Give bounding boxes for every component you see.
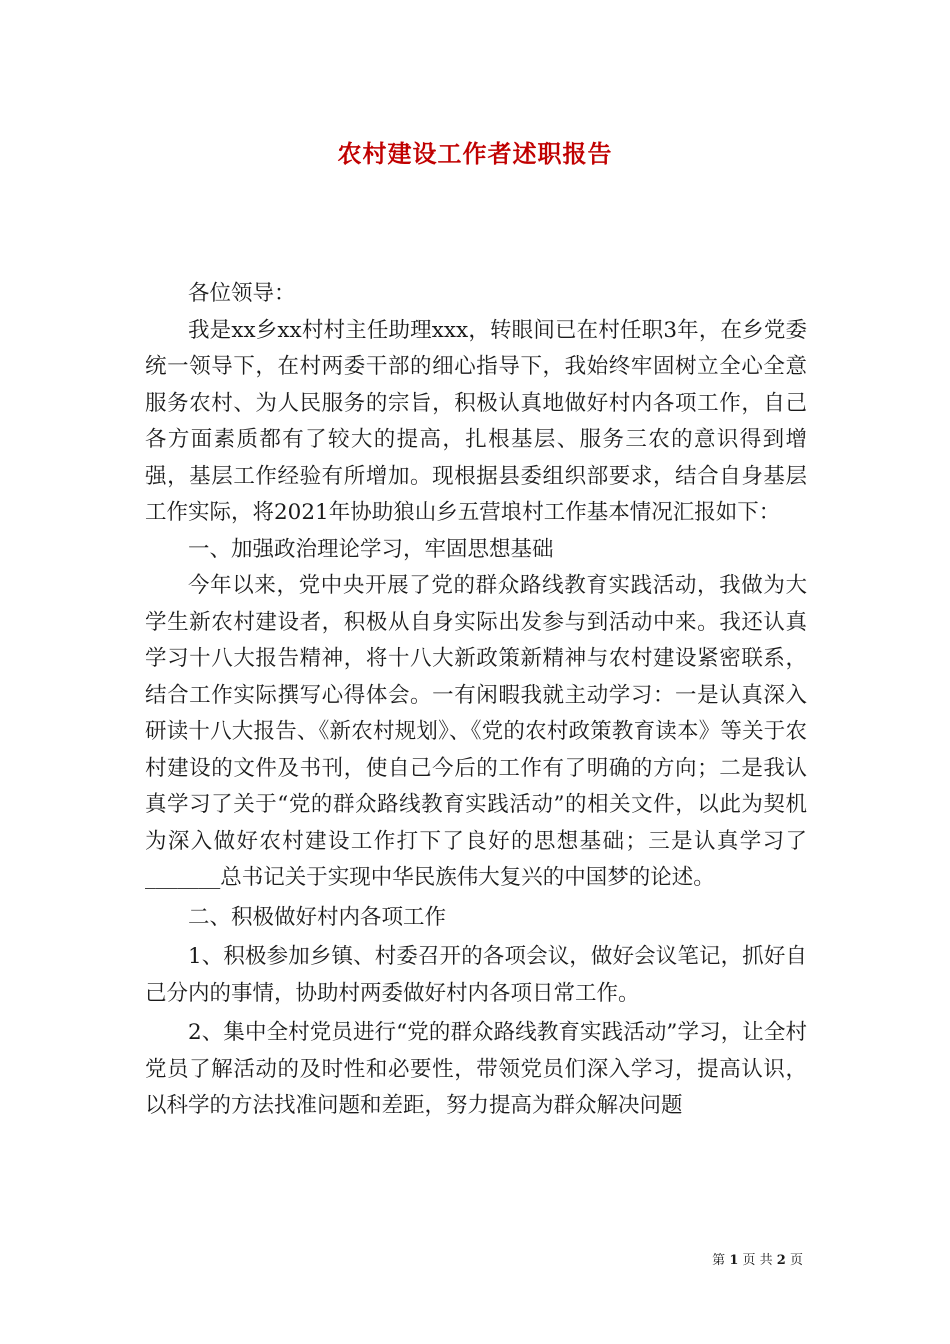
footer-suffix: 页 <box>789 1253 803 1268</box>
footer-prefix: 第 <box>712 1253 726 1268</box>
paragraph-item-1: 1、积极参加乡镇、村委召开的各项会议，做好会议笔记，抓好自己分内的事情，协助村两委做好村内各项日常工作。 <box>145 944 807 1006</box>
section-heading-1: 一、加强政治理论学习，牢固思想基础 <box>188 536 554 562</box>
footer-middle: 页 共 <box>742 1253 773 1268</box>
footer-current-page: 1 <box>729 1253 739 1268</box>
document-body <box>145 276 807 1125</box>
salutation: 各位领导： <box>188 281 296 306</box>
page-number-footer <box>712 1249 803 1268</box>
footer-total-pages: 2 <box>776 1253 786 1268</box>
section-heading-2: 二、积极做好村内各项工作 <box>188 904 447 930</box>
paragraph-study: 今年以来，党中央开展了党的群众路线教育实践活动，我做为大学生新农村建设者，积极从自身实际出发参与到活动中来。我还认真学习十八大报告精神，将十八大新政策新精神与农村建设紧密联系，结合工作实际撰写心得体会。一有闲暇我就主动学习：一是认真深入研读十八大报告、《新农村规划》、《党的农村政策教育读本》等关于农村建设的文件及书刊，使自己今后的工作有了明确的方向；二是我认真学习了关于“党的群众路线教育实践活动”的相关文件，以此为契机为深入做好农村建设工作打下了良好的思想基础；三是认真学习了_______总书记关于实现中华民族伟大复兴的中国梦的论述。 <box>145 573 807 890</box>
document-title: 农村建设工作者述职报告 <box>337 139 613 168</box>
paragraph-intro: 我是xx乡xx村村主任助理xxx，转眼间已在村任职3年，在乡党委统一领导下，在村两委干部的细心指导下，我始终牢固树立全心全意服务农村、为人民服务的宗旨，积极认真地做好村内各项工作，自己各方面素质都有了较大的提高，扎根基层、服务三农的意识得到增强，基层工作经验有所增加。现根据县委组织部要求，结合自身基层工作实际，将2021年协助狼山乡五营埌村工作基本情况汇报如下： <box>145 317 807 525</box>
paragraph-item-2: 2、集中全村党员进行“党的群众路线教育实践活动”学习，让全村党员了解活动的及时性和必要性，带领党员们深入学习，提高认识，以科学的方法找准问题和差距，努力提高为群众解决问题 <box>145 1020 807 1118</box>
